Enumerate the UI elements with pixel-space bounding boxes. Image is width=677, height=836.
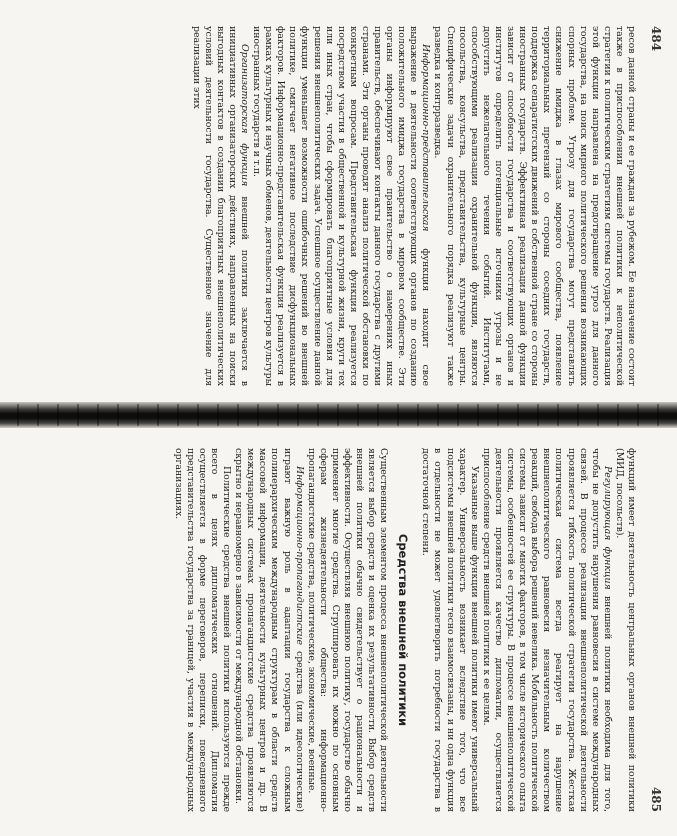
paragraph-lead: Информационно-пропагандистские xyxy=(293,466,305,651)
right-paragraph xyxy=(419,448,479,812)
right-paragraph xyxy=(232,448,305,812)
left-page-number: 484 xyxy=(649,26,663,52)
paragraph-lead: Регулирующая функция xyxy=(601,466,613,596)
right-paragraph xyxy=(305,448,390,812)
right-paragraph xyxy=(480,448,613,812)
paragraph-text: Существенным элементом процесса внешнеполитической деятельности является выбор средств и оценка их результативности. Выбор средств внешней политики обычно свидетельствует о рациональности и эффективности. Осуществляя внешнюю политику, государство обычно применяет многие средства. Сгруппировать их можно по основным сферам жизнедеятельности общества: информационно-пропагандистские средства, политические, экономические, военные. xyxy=(305,448,390,812)
section-title: Средства внешней политики xyxy=(396,533,411,727)
paragraph-lead: Информационно-представительская xyxy=(420,44,432,249)
paragraph-text: внешней политики необходима для того, чтобы не допустить нарушения равновесия в системе международных связей. В процессе реализации внешнеполитической деятельности проявляется гибкость политической стратегии государства. Жесткая политическая система всегда реагирует на нарушение внешнеполитического равновесия незначительным количеством реакций, свобода выбора решений невелика. Мобильность политической системы зависит от многих факторов, в том числе исторического опыта системы, особенностей ее структуры. В процессе внешнеполитической деятельности проявляется качество дипломатии, осуществляется приспособление средств внешней политики к ее целям. xyxy=(480,448,613,812)
book-binding-gutter xyxy=(0,402,677,428)
left-paragraph xyxy=(431,26,637,386)
paragraph-text: внешней политики заключается в инициативных организаторских действиях, направленных на поиски выгодных контактов в создании благоприятных внешнеполитических условий деятельности государства. Существенное значение для реализации этих xyxy=(190,26,250,386)
left-page xyxy=(0,0,677,400)
right-paragraph xyxy=(172,448,232,812)
paragraph-text: Политические средства внешней политики используются прежде всего в целях дипломатических отношений. Дипломатия осуществляется в форме переговоров, переписки, повседневного представительства государства за границей, участия в международных организациях. xyxy=(172,448,233,812)
paragraph-text: функций имеет деятельность центральных органов внешней политики (МИД, посольств). xyxy=(613,448,637,812)
right-page-number: 485 xyxy=(649,786,663,812)
left-paragraph xyxy=(250,26,431,386)
paragraph-text: ресов данной страны и ее граждан за рубежом. Ее назначение состоит также в приспособлении внешней политики к неполитической стратегии к политическим стратегиям системы государств. Реализация этой функции направлена на предотвращение угроз для данного государства, на поиск мирного политического решения возникающих спорных проблем. Угрозу для государства могут представлять снижение имиджа в глазах мирового сообщества, появление территориальных претензий со стороны соседних государств, поддержка сепаратистских движений в собственной стране со стороны иностранных государств. Эффективная реализация данной функции зависит от способности государства и соответствующих органов и институтов определить потенциальные источники угрозы и не допустить нежелательного течения событий. Институтами, способствующими реализации охранительной функции, являются посольства, консульства, представительства, культурные центры. Специфические задачи охранительного порядка реализуют также разведка и контрразведка. xyxy=(432,26,637,386)
left-paragraph xyxy=(190,26,250,386)
right-page xyxy=(0,430,677,836)
right-paragraph xyxy=(613,448,637,812)
paragraph-text: средства (или идеологические) играют важную роль в адаптации государства к сложным полииерархическим международным структурам в области средств массовой информации, деятельности культурных центров и др. В международных системах пропагандистские средства проявляются скрытно и неравномерно в зависимости от международной обстановки. xyxy=(233,448,305,812)
paragraph-text: Указанные выше функции внешней политики имеют универсальный характер. Универсальность возникает вследствие того, что все подсистемы внешней политики тесно взаимосвязаны, и ни одна функция в отдельности не может удовлетворить потребности государства в достаточной степени. xyxy=(420,448,480,812)
paragraph-text: функция находит свое выражение в деятельности соответствующих органов по созданию положительного имиджа государства в мировом сообществе. Эти органы информируют свое правительство о намерениях иных правительств, обеспечивают контакты данного государства с другими странами. Эти органы проводят анализ политической обстановки по конкретным вопросам. Представительская функция реализуется посредством участия в общественной и культурной жизни, круги тех или иных стран, чтобы сформировать благоприятные условия для решения внешнеполитических задач. Успешное осуществление данной функции уменьшает возможности ошибочных решений во внешней политике, смягчает негативное последствие дисфункциональных факторов. Информационно-представительская функция реализуется в рамках культурных и научных обменов, деятельности центров культуры иностранных государств и т.п. xyxy=(251,26,432,386)
paragraph-lead: Организаторская функция xyxy=(239,44,250,197)
